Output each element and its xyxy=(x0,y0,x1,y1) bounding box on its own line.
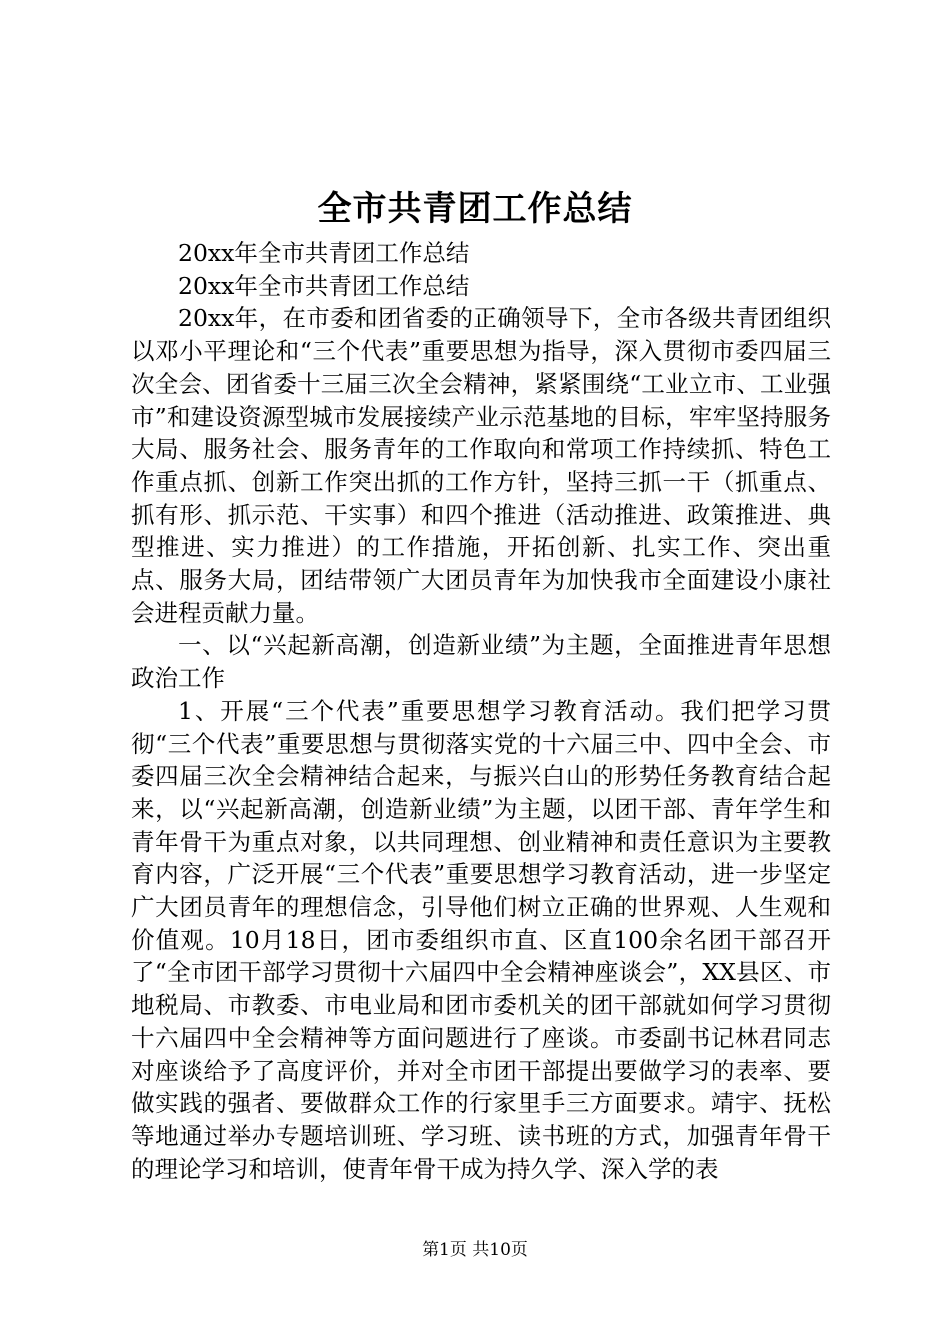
body-paragraph: 1、开展“三个代表”重要思想学习教育活动。我们把学习贯彻“三个代表”重要思想与贯彻落实党的十六届三中、四中全会、市委四届三次全会精神结合起来，与振兴白山的形势任务教育结合起来，以“兴起新高潮，创造新业绩”为主题，以团干部、青年学生和青年骨干为重点对象，以共同理想、创业精神和责任意识为主要教育内容，广泛开展“三个代表”重要思想学习教育活动，进一步坚定广大团员青年的理想信念，引导他们树立正确的世界观、人生观和价值观。10月18日，团市委组织市直、区直100余名团干部召开了“全市团干部学习贯彻十六届四中全会精神座谈会”，XX县区、市地税局、市教委、市电业局和团市委机关的团干部就如何学习贯彻十六届四中全会精神等方面问题进行了座谈。市委副书记林君同志对座谈给予了高度评价，并对全市团干部提出要做学习的表率、要做实践的强者、要做群众工作的行家里手三方面要求。靖宇、抚松等地通过举办专题培训班、学习班、读书班的方式，加强青年骨干的理论学习和培训，使青年骨干成为持久学、深入学的表 xyxy=(131,696,831,1183)
page-footer: 第1页 共10页 xyxy=(422,1240,528,1260)
subtitle-line: 20xx年全市共青团工作总结 xyxy=(178,271,470,300)
document-body xyxy=(131,237,831,1185)
section-heading: 一、以“兴起新高潮，创造新业绩”为主题，全面推进青年思想政治工作 xyxy=(131,631,831,693)
document-title: 全市共青团工作总结 xyxy=(317,189,633,229)
subtitle-line: 20xx年全市共青团工作总结 xyxy=(178,239,470,267)
intro-paragraph: 20xx年，在市委和团省委的正确领导下，全市各级共青团组织以邓小平理论和“三个代表”重要思想为指导，深入贯彻市委四届三次全会、团省委十三届三次全会精神，紧紧围绕“工业立市、工业强市”和建设资源型城市发展接续产业示范基地的目标，牢牢坚持服务大局、服务社会、服务青年的工作取向和常项工作持续抓、特色工作重点抓、创新工作突出抓的工作方针，坚持三抓一干（抓重点、抓有形、抓示范、干实事）和四个推进（活动推进、政策推进、典型推进、实力推进）的工作措施，开拓创新、扎实工作、突出重点、服务大局，团结带领广大团员青年为加快我市全面建设小康社会进程贡献力量。 xyxy=(131,304,831,627)
